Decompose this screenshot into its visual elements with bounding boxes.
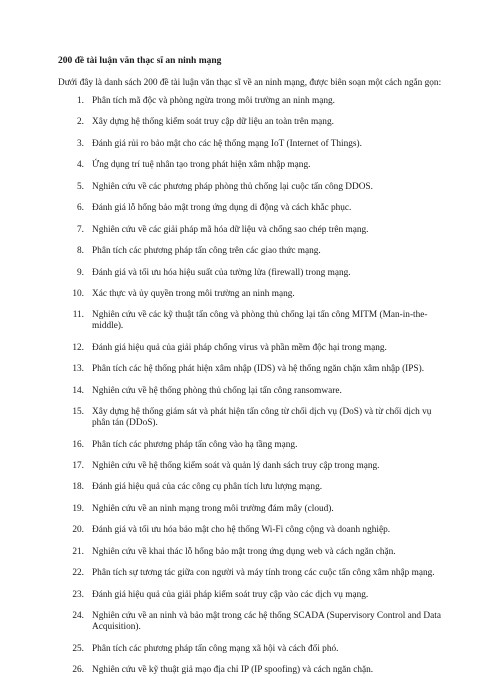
topic-item	[58, 665, 444, 676]
topic-item	[58, 547, 444, 558]
topic-item	[58, 246, 444, 257]
topic-number: 13.	[72, 364, 84, 375]
topic-number: 8.	[77, 246, 84, 257]
topic-text: Xác thực và ủy quyền trong môi trường an ninh mạng.	[92, 288, 295, 299]
topic-item	[58, 310, 444, 332]
topic-item	[58, 289, 444, 300]
topic-number: 9.	[77, 267, 84, 278]
topic-item	[58, 504, 444, 515]
document-title: 200 đề tài luận văn thạc sĩ an ninh mạng	[58, 56, 222, 66]
topic-number: 3.	[77, 138, 84, 149]
topic-text: Xây dựng hệ thống giám sát và phát hiện tấn công từ chối dịch vụ (DoS) và từ chối dịch vụ phân tán (DDoS).	[92, 407, 432, 429]
topic-item	[58, 568, 444, 579]
topic-text: Xây dựng hệ thống kiểm soát truy cập dữ liệu an toàn trên mạng.	[92, 117, 334, 128]
topic-item	[58, 482, 444, 493]
topic-text: Đánh giá hiệu quả của giải pháp chống virus và phần mềm độc hại trong mạng.	[92, 342, 387, 353]
topic-text: Đánh giá và tối ưu hóa hiệu suất của tường lửa (firewall) trong mạng.	[92, 267, 351, 278]
topic-item	[58, 364, 444, 375]
topic-text: Nghiên cứu về hệ thống kiểm soát và quản lý danh sách truy cập trong mạng.	[92, 461, 380, 471]
topic-text: Đánh giá hiệu quả của giải pháp kiểm soát truy cập vào các dịch vụ mạng.	[92, 589, 369, 600]
topic-item	[58, 440, 444, 451]
topic-number: 25.	[72, 643, 84, 654]
topic-number: 23.	[72, 589, 84, 600]
topic-text: Phân tích các phương pháp tấn công mạng xã hội và cách đối phó.	[92, 643, 339, 654]
topic-item	[58, 590, 444, 601]
topic-item	[58, 525, 444, 536]
topic-number: 22.	[72, 568, 84, 579]
topic-item	[58, 139, 444, 150]
topic-item	[58, 96, 444, 107]
topic-number: 21.	[72, 546, 84, 557]
topic-item	[58, 203, 444, 214]
topic-item	[58, 225, 444, 236]
topic-item	[58, 611, 444, 633]
topic-text: Phân tích các phương pháp tấn công trên các giao thức mạng.	[92, 246, 321, 257]
topic-item	[58, 160, 444, 171]
topic-text: Đánh giá hiệu quả của các công cụ phân tích lưu lượng mạng.	[92, 482, 323, 493]
topic-number: 15.	[72, 407, 84, 418]
topic-item	[58, 386, 444, 397]
topic-text: Phân tích các hệ thống phát hiện xâm nhập (IDS) và hệ thống ngăn chặn xâm nhập (IPS).	[92, 364, 425, 375]
topic-text: Đánh giá lỗ hổng bảo mật trong ứng dụng di động và cách khắc phục.	[92, 203, 352, 214]
topic-item	[58, 268, 444, 279]
topic-text: Phân tích mã độc và phòng ngừa trong môi trường an ninh mạng.	[92, 96, 335, 106]
topic-item	[58, 461, 444, 472]
topic-number: 1.	[77, 96, 84, 106]
topic-number: 11.	[72, 310, 84, 321]
topic-list	[58, 96, 444, 676]
topic-item	[58, 343, 444, 354]
topic-text: Phân tích sự tương tác giữa con người và máy tính trong các cuộc tấn công xâm nhập mạng.	[92, 568, 435, 579]
topic-number: 7.	[77, 224, 84, 235]
topic-number: 2.	[77, 117, 84, 128]
topic-text: Nghiên cứu về các giải pháp mã hóa dữ liệu và chống sao chép trên mạng.	[92, 224, 369, 235]
topic-number: 4.	[77, 160, 84, 171]
topic-number: 17.	[72, 461, 84, 471]
topic-number: 20.	[72, 525, 84, 536]
document-intro: Dưới đây là danh sách 200 đề tài luận văn thạc sĩ về an ninh mạng, được biên soạn một cách ngắn gọn:	[58, 78, 442, 88]
topic-number: 19.	[72, 503, 84, 514]
topic-number: 18.	[72, 482, 84, 493]
topic-text: Ứng dụng trí tuệ nhân tạo trong phát hiện xâm nhập mạng.	[92, 160, 311, 171]
topic-text: Nghiên cứu về khai thác lỗ hổng bảo mật trong ứng dụng web và cách ngăn chặn.	[92, 546, 396, 557]
topic-item	[58, 182, 444, 193]
topic-number: 24.	[72, 611, 84, 622]
topic-item	[58, 407, 444, 429]
topic-text: Nghiên cứu về kỹ thuật giả mạo địa chỉ IP (IP spoofing) và cách ngăn chặn.	[92, 664, 374, 675]
topic-number: 16.	[72, 439, 84, 450]
topic-text: Nghiên cứu về an ninh và bảo mật trong các hệ thống SCADA (Supervisory Control and Data Acquisition).	[92, 611, 441, 633]
topic-item	[58, 644, 444, 655]
topic-number: 5.	[77, 181, 84, 192]
topic-text: Nghiên cứu về các phương pháp phòng thủ chống lại cuộc tấn công DDOS.	[92, 181, 373, 192]
topic-text: Nghiên cứu về các kỹ thuật tấn công và phòng thủ chống lại tấn công MITM (Man-in-the-middle).	[92, 310, 428, 332]
topic-number: 10.	[72, 288, 84, 299]
topic-number: 6.	[77, 203, 84, 214]
topic-number: 12.	[72, 342, 84, 353]
topic-text: Đánh giá và tối ưu hóa bảo mật cho hệ thống Wi-Fi công cộng và doanh nghiệp.	[92, 525, 391, 536]
topic-text: Nghiên cứu về an ninh mạng trong môi trường đám mây (cloud).	[92, 503, 334, 514]
topic-number: 14.	[72, 385, 84, 396]
topic-text: Phân tích các phương pháp tấn công vào hạ tầng mạng.	[92, 439, 298, 450]
topic-text: Đánh giá rủi ro bảo mật cho các hệ thống mạng IoT (Internet of Things).	[92, 138, 362, 149]
topic-number: 26.	[72, 664, 84, 675]
topic-item	[58, 117, 444, 128]
topic-text: Nghiên cứu về hệ thống phòng thủ chống lại tấn công ransomware.	[92, 385, 342, 396]
